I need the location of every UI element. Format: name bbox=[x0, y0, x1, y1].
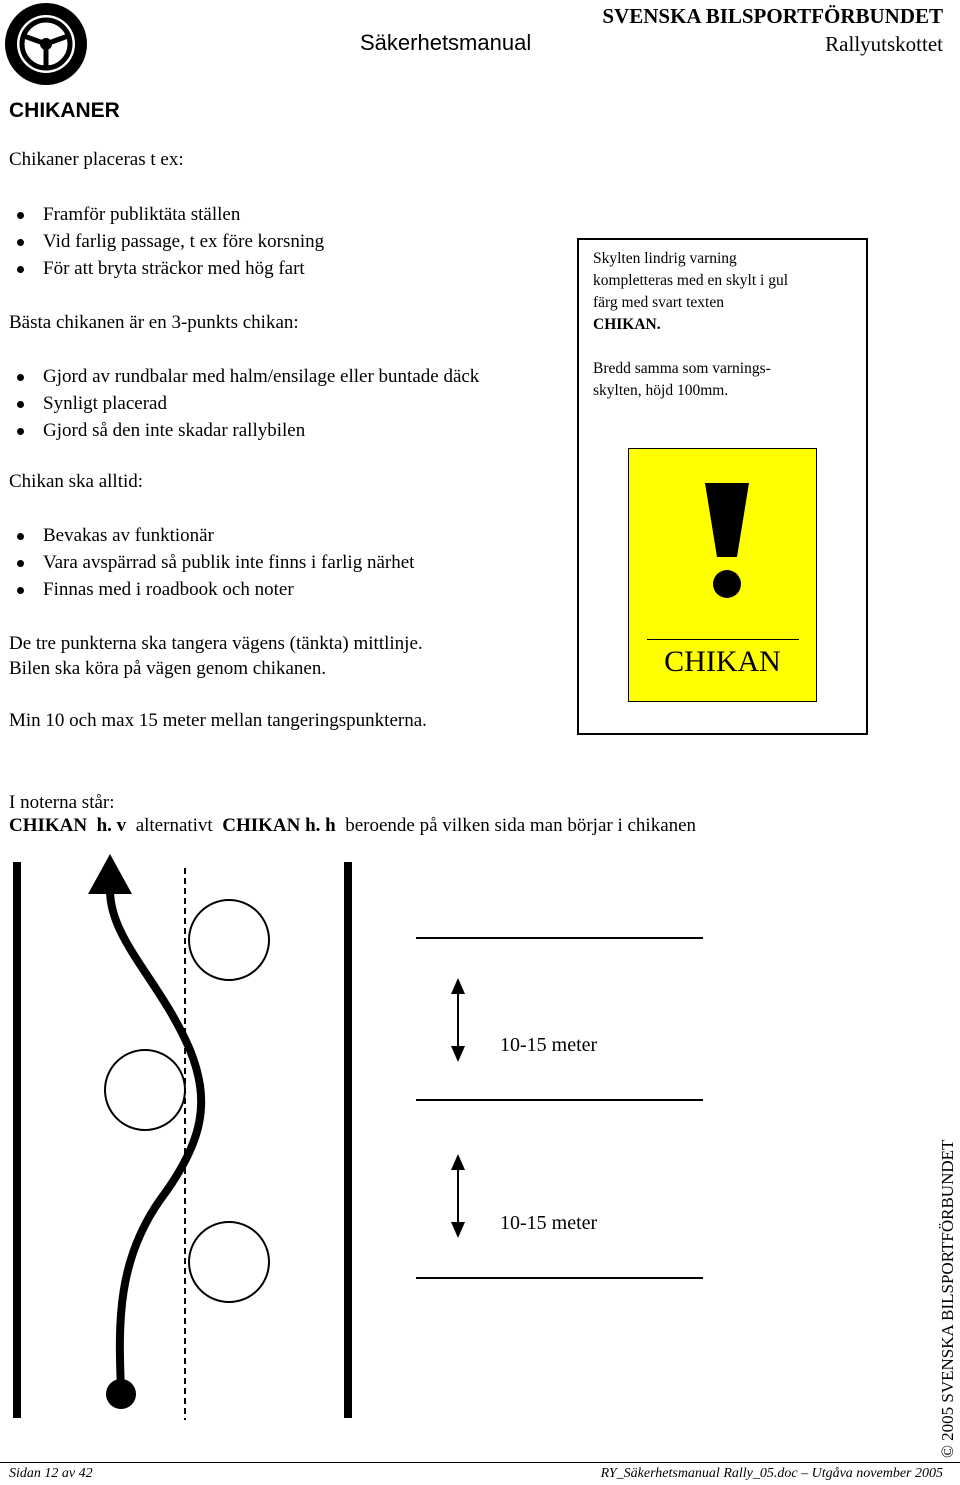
bullet-icon bbox=[17, 212, 24, 219]
sign-label: CHIKAN bbox=[664, 645, 781, 678]
tangent-line-1: De tre punkterna ska tangera vägens (tänkta) mittlinje. bbox=[9, 633, 423, 654]
page-title: CHIKANER bbox=[9, 99, 120, 122]
tangent-line-2: Bilen ska köra på vägen genom chikanen. bbox=[9, 658, 327, 679]
bullet-icon bbox=[17, 266, 24, 273]
distance-label: 10-15 meter bbox=[500, 1034, 598, 1056]
distance-label: 10-15 meter bbox=[500, 1212, 598, 1234]
notes-code-2: CHIKAN h. h bbox=[222, 815, 336, 836]
list-item: Vid farlig passage, t ex före korsning bbox=[9, 228, 569, 255]
car-path bbox=[110, 890, 201, 1390]
list-item: Synligt placerad bbox=[9, 390, 569, 417]
sign-info-box bbox=[577, 238, 868, 735]
arrow-up-icon bbox=[451, 978, 465, 994]
doc-name: Säkerhetsmanual bbox=[360, 30, 532, 55]
list-item: Vara avspärrad så publik inte finns i farlig närhet bbox=[9, 549, 569, 576]
intro-text: Chikaner placeras t ex: bbox=[9, 149, 184, 170]
list-item: Gjord av rundbalar med halm/ensilage eller buntade däck bbox=[9, 363, 569, 390]
sign-description: Skylten lindrig varning kompletteras med en skylt i gul färg med svart texten CHIKAN. bbox=[593, 250, 789, 333]
bullet-icon bbox=[17, 587, 24, 594]
bale-bottom bbox=[189, 1222, 269, 1302]
bullet-icon bbox=[17, 428, 24, 435]
list-item: Framför publiktäta ställen bbox=[9, 201, 569, 228]
bullet-icon bbox=[17, 374, 24, 381]
sign-rule bbox=[647, 639, 799, 640]
arrow-up-icon bbox=[451, 1154, 465, 1170]
notes-intro: I noterna står: bbox=[9, 792, 115, 813]
list-item: Finnas med i roadbook och noter bbox=[9, 576, 569, 603]
bullet-icon bbox=[17, 560, 24, 567]
bale-middle bbox=[105, 1050, 185, 1130]
list-item: För att bryta sträckor med hög fart bbox=[9, 255, 569, 282]
list-item: Bevakas av funktionär bbox=[9, 522, 569, 549]
exclamation-icon bbox=[629, 479, 816, 604]
always-intro: Chikan ska alltid: bbox=[9, 471, 144, 492]
notes-line bbox=[9, 812, 696, 839]
notes-rest: beroende på vilken sida man börjar i chikanen bbox=[345, 815, 697, 836]
distance-note: Min 10 och max 15 meter mellan tangeringspunkterna. bbox=[9, 710, 427, 731]
list-item: Gjord så den inte skadar rallybilen bbox=[9, 417, 569, 444]
org-name: SVENSKA BILSPORTFÖRBUNDET bbox=[602, 4, 943, 28]
always-list bbox=[9, 522, 569, 603]
notes-code-1: CHIKAN h. v bbox=[9, 815, 127, 836]
sign-size-note: Bredd samma som varnings- skylten, höjd 100mm. bbox=[593, 360, 771, 399]
notes-alt: alternativt bbox=[135, 815, 213, 836]
best-intro: Bästa chikanen är en 3-punkts chikan: bbox=[9, 312, 299, 333]
arrow-head-icon bbox=[88, 854, 132, 894]
committee: Rallyutskottet bbox=[825, 32, 943, 56]
placement-list bbox=[9, 201, 569, 282]
footer-rule bbox=[0, 1462, 960, 1463]
arrow-down-icon bbox=[451, 1046, 465, 1062]
bullet-icon bbox=[17, 533, 24, 540]
page-number: Sidan 12 av 42 bbox=[9, 1466, 93, 1481]
file-info: RY_Säkerhetsmanual Rally_05.doc – Utgåva november 2005 bbox=[600, 1466, 943, 1481]
bullet-icon bbox=[17, 239, 24, 246]
start-point-icon bbox=[106, 1379, 136, 1409]
chikan-sign bbox=[628, 448, 817, 702]
arrow-down-icon bbox=[451, 1222, 465, 1238]
bullet-icon bbox=[17, 401, 24, 408]
best-list bbox=[9, 363, 569, 444]
logo bbox=[0, 0, 92, 86]
bale-top bbox=[189, 900, 269, 980]
chicane-diagram bbox=[0, 850, 960, 1450]
copyright-vertical: © 2005 SVENSKA BILSPORTFÖRBUNDET bbox=[938, 1139, 957, 1458]
